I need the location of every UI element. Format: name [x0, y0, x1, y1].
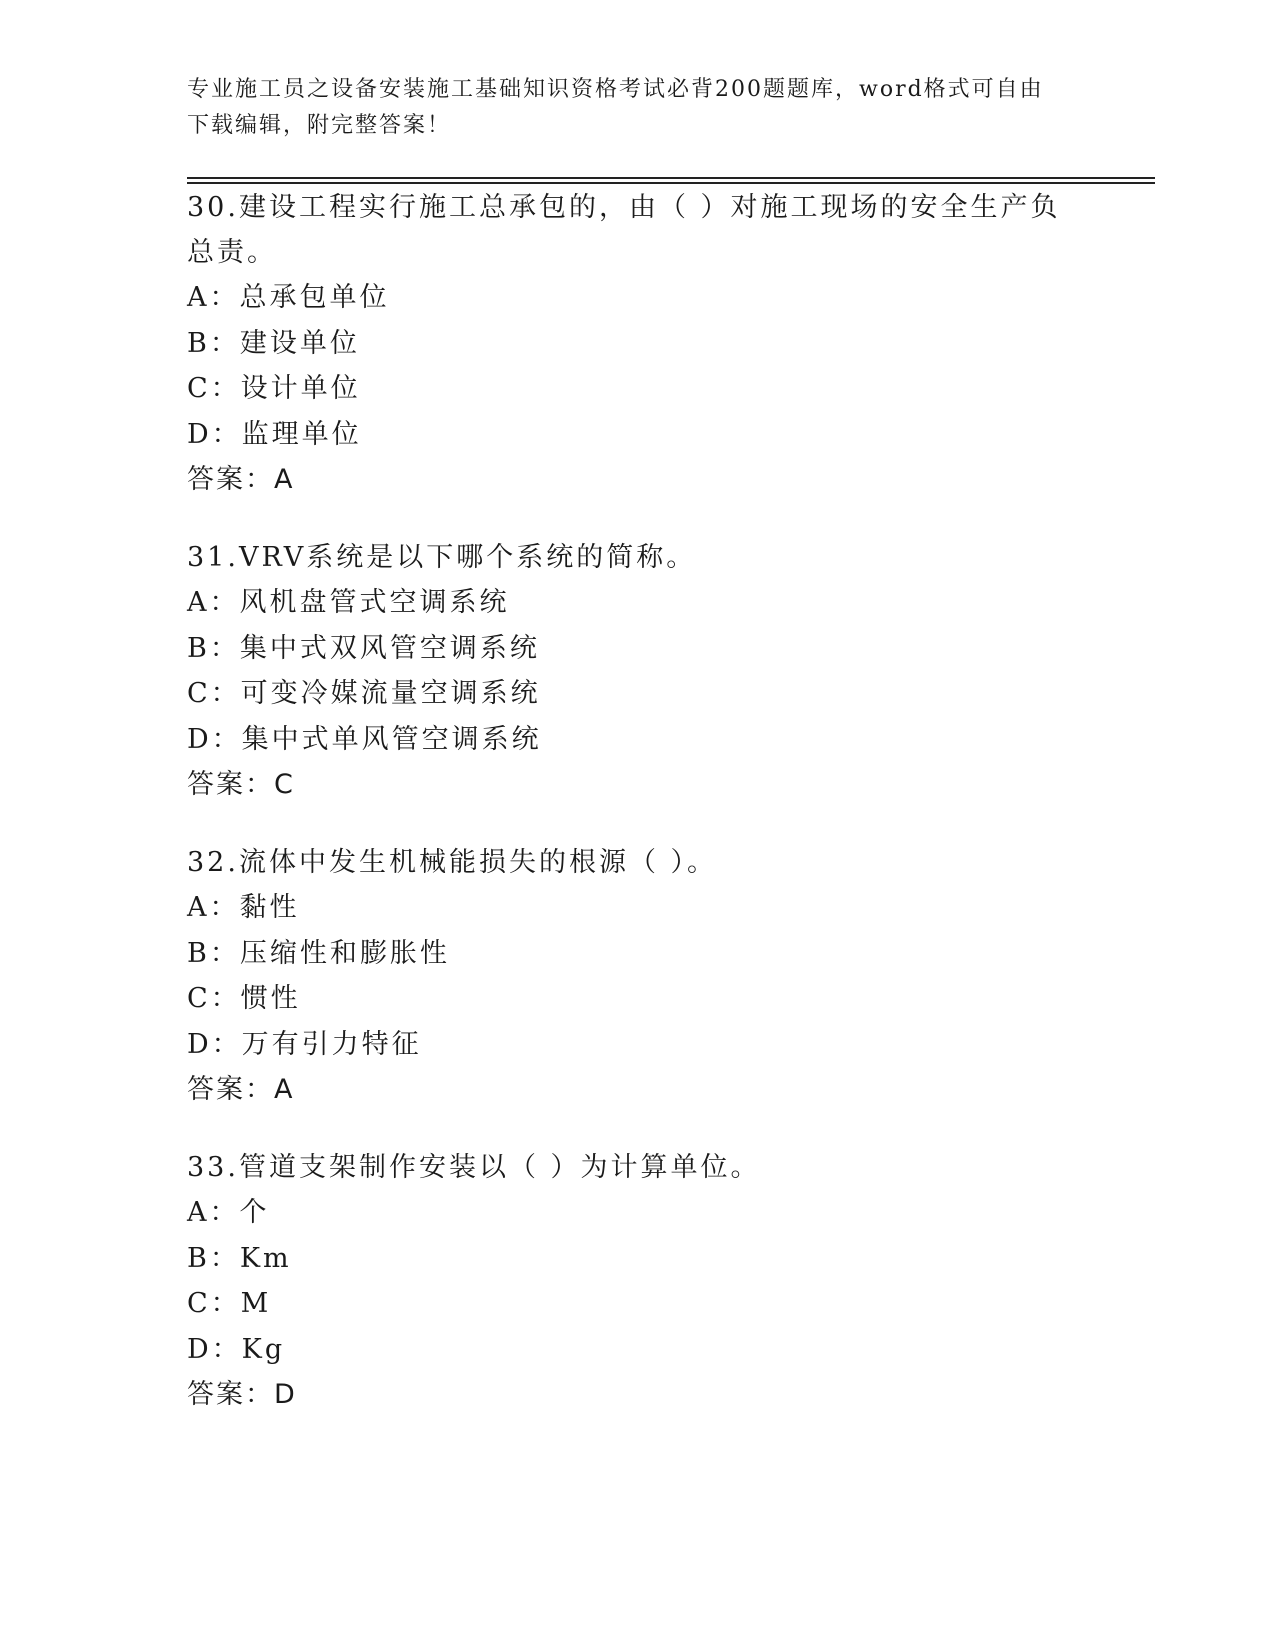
document-header: 专业施工员之设备安装施工基础知识资格考试必背200题题库，word格式可自由下载编辑，附完整答案！	[187, 77, 1044, 138]
option-c: C：惯性	[187, 983, 301, 1014]
question-stem: 33.管道支架制作安装以（ ）为计算单位。	[187, 1152, 761, 1183]
question-33	[187, 1145, 1067, 1418]
question-stem: 30.建设工程实行施工总承包的，由（ ）对施工现场的安全生产负总责。	[187, 192, 1061, 268]
option-d: D：监理单位	[187, 418, 362, 450]
option-c: C：设计单位	[187, 373, 361, 404]
answer: 答案：A	[187, 1074, 295, 1105]
option-a: A：风机盘管式空调系统	[187, 587, 510, 618]
question-32	[187, 840, 1067, 1113]
header-divider-top	[187, 177, 1155, 179]
option-a: A：黏性	[187, 892, 300, 923]
answer: 答案：A	[187, 464, 295, 495]
option-a: A：总承包单位	[187, 282, 390, 313]
option-a: A：个	[187, 1197, 270, 1228]
option-b: B：Km	[187, 1242, 292, 1274]
question-stem: 32.流体中发生机械能损失的根源（ ）。	[187, 847, 718, 878]
option-c: C：可变冷媒流量空调系统	[187, 678, 541, 709]
option-d: D：集中式单风管空调系统	[187, 723, 542, 755]
option-b: B：压缩性和膨胀性	[187, 937, 450, 969]
answer: 答案：D	[187, 1379, 297, 1410]
question-31	[187, 535, 1067, 808]
option-d: D：万有引力特征	[187, 1028, 422, 1060]
question-30	[187, 185, 1067, 503]
header-divider-bottom	[187, 182, 1155, 184]
option-d: D：Kg	[187, 1333, 286, 1365]
question-stem: 31.VRV系统是以下哪个系统的简称。	[187, 542, 697, 573]
option-c: C：M	[187, 1288, 272, 1319]
option-b: B：建设单位	[187, 327, 360, 359]
option-b: B：集中式双风管空调系统	[187, 632, 540, 664]
answer: 答案：C	[187, 769, 295, 800]
